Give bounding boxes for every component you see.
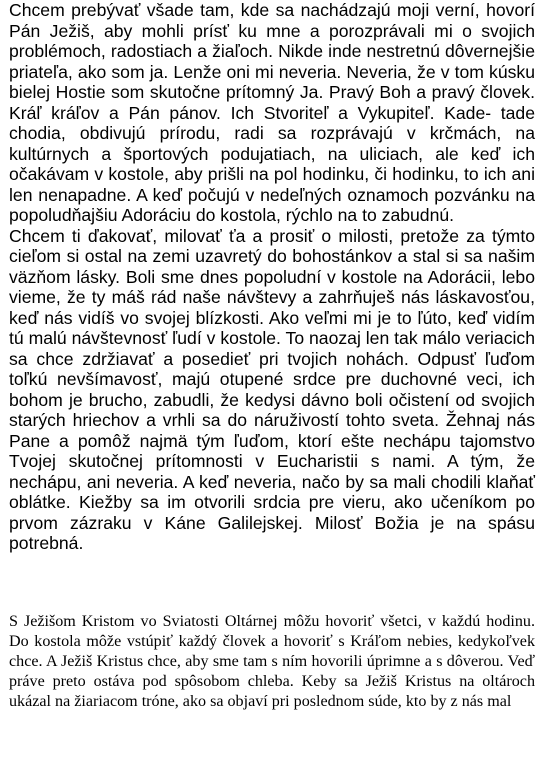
serif-text-block bbox=[9, 612, 535, 712]
paragraph-chcem-ti-dakovat: Chcem ti ďakovať, milovať ťa a prosiť o milosti, pretože za týmto cieľom si ostal na zemi uzavretý do bohostánkov a stal si sa našim väzňom lásky. Boli sme dnes popoludní v kostole na Adorácii, lebo vieme, že ty máš rád naše návštevy a zahrňuješ nás láskavosťou, keď nás vidíš vo svojej blízkosti. Ako veľmi mi je to ľúto, keď vidím tú malú návštevnosť ľudí v kostole. To naozaj len tak málo veriacich sa chce zdržiavať a posedieť pri tvojich nohách. Odpusť ľuďom toľkú nevšímavosť, majú otupené srdce pre duchovné veci, ich bohom je brucho, zabudli, že kedysi dávno boli očistení od svojich starých hriechov a vrhli sa do náruživostí tohto sveta. Žehnaj nás Pane a pomôž najmä tým ľuďom, ktorí ešte nechápu tajomstvo Tvojej skutočnej prítomnosti v Eucharistii s nami. A tým, že nechápu, ani neveria. A keď neveria, načo by sa mali chodili klaňať oblátke. Kiežby sa im otvorili srdcia pre vieru, ako učeníkom po prvom zázraku v Káne Galilejskej. Milosť Božia je na spásu potrebná. bbox=[9, 225, 535, 553]
paragraph-s-jezisom-kristom: S Ježišom Kristom vo Sviatosti Oltárnej môžu hovoriť všetci, v každú hodinu. Do kostola môže vstúpiť každý človek a hovoriť s Kráľom nebies, kedykoľvek chce. A Ježiš Kristus chce, aby sme tam s ním hovorili úprimne a s dôverou. Veď práve preto ostáva pod spôsobom chleba. Keby sa Ježiš Kristus na oltároch ukázal na žiariacom tróne, ako sa objaví pri poslednom súde, kto by z nás mal bbox=[9, 613, 535, 710]
sans-text-block bbox=[9, 0, 535, 554]
paragraph-chcem-prebyvat: Chcem prebývať všade tam, kde sa nachádzajú moji verní, hovorí Pán Ježiš, aby mohli prísť ku mne a porozprávali mi o svojich problémoch, radostiach a žiaľoch. Nikde inde nestretnú dôvernejšie priateľa, ako som ja. Lenže oni mi neveria. Neveria, že v tom kúsku bielej Hostie som skutočne prítomný Ja. Pravý Boh a pravý človek. Kráľ kráľov a Pán pánov. Ich Stvoriteľ a Vykupiteľ. Kade- tade chodia, obdivujú prírodu, radi sa rozprávajú v krčmách, na kultúrnych a športových podujatiach, na uliciach, ale keď ich očakávam v kostole, aby prišli na pol hodinku, či hodinku, to ich ani len nenapadne. A keď počujú v nedeľných oznamoch pozvánku na popoludňajšiu Adoráciu do kostola, rýchlo na to zabudnú. bbox=[9, 0, 535, 225]
